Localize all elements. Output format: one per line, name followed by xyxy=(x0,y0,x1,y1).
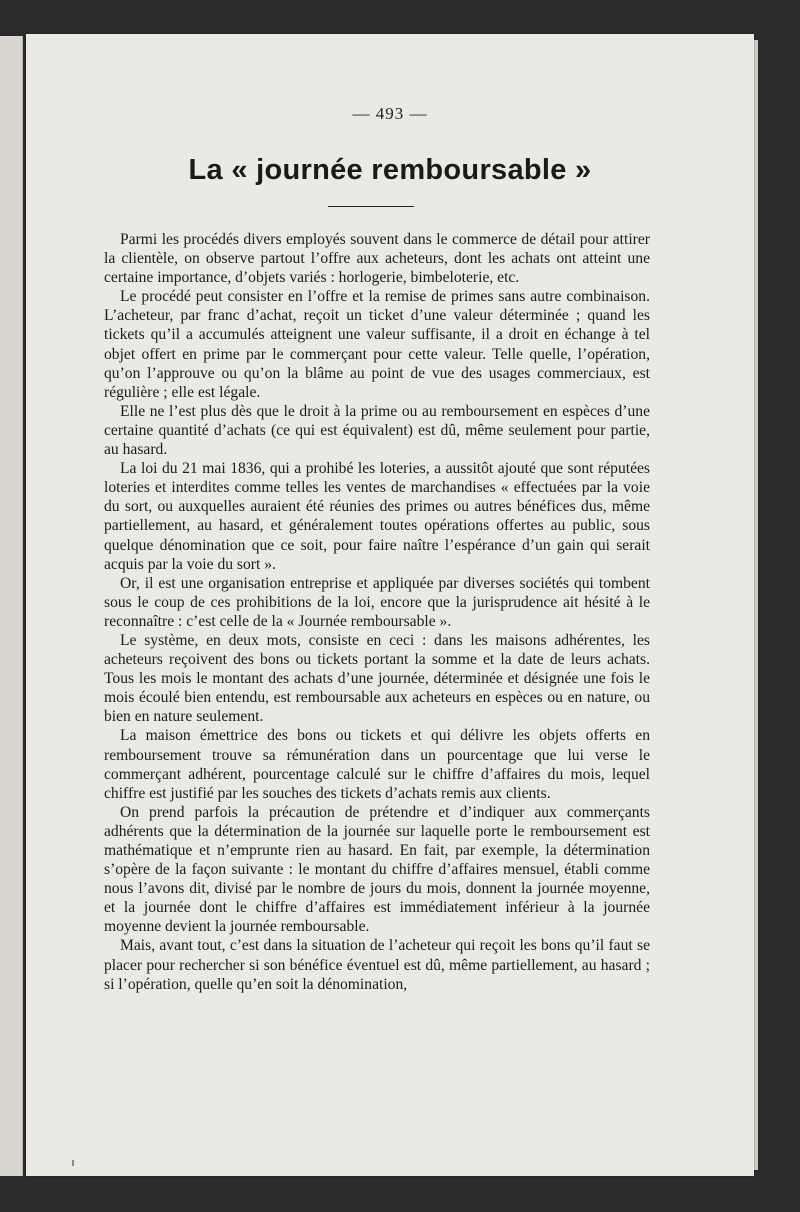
article-body xyxy=(104,230,650,994)
paragraph: On prend parfois la précaution de prétendre et d’indiquer aux commerçants adhérents que la détermination de la journée sur laquelle porte le remboursement est mathématique et n’emprunte rien au hasard. En fait, par exemple, la détermination s’opère de la façon suivante : le montant du chiffre d’affaires mensuel, établi comme nous l’avons dit, divisé par le nombre de jours du mois, donnent la journée moyenne, et la journée dont le chiffre d’affaires est immédiatement inférieur à la journée moyenne devient la journée remboursable. xyxy=(104,803,650,936)
paragraph: Le procédé peut consister en l’offre et la remise de primes sans autre combinaison. L’acheteur, par franc d’achat, reçoit un ticket d’une valeur déterminée ; quand les tickets qu’il a accumulés atteignent une valeur suffisante, il a droit en échange à tel objet offert en prime par le commerçant pour cette valeur. Telle quelle, l’opération, qu’on l’approuve ou qu’on la blâme au point de vue des usages commerciaux, est régulière ; elle est légale. xyxy=(104,288,650,401)
page-title: La « journée remboursable » xyxy=(188,154,592,186)
title-divider xyxy=(328,206,414,207)
paragraph: Or, il est une organisation entreprise et appliquée par diverses sociétés qui tombent sous le coup de ces prohibitions de la loi, encore que la jurisprudence ait hésité à le reconnaître : c’est celle de la « Journée remboursable ». xyxy=(104,574,650,630)
paragraph: La loi du 21 mai 1836, qui a prohibé les loteries, a aussitôt ajouté que sont réputées loteries et interdites comme telles les ventes de marchandises « effectuées par la voie du sort, ou auxquelles auraient été réunies des primes ou autres bénéfices dus, même partiellement, au hasard, et généralement toutes opérations offertes au public, sous quelque dénomination que ce soit, pour faire naître l’espérance d’un gain qui serait acquis par la voie du sort ». xyxy=(104,460,650,573)
page-number: — 493 — xyxy=(352,104,428,123)
facing-page-edge xyxy=(0,36,23,1176)
paragraph: Mais, avant tout, c’est dans la situation de l’acheteur qui reçoit les bons qu’il faut se placer pour rechercher si son bénéfice éventuel est dû, même partiellement, au hasard ; si l’opération, quelle qu’en soit la dénomination, xyxy=(104,937,650,993)
paragraph: La maison émettrice des bons ou tickets et qui délivre les objets offerts en remboursement trouve sa rémunération dans un pourcentage que lui verse le commerçant adhérent, pourcentage calculé sur le chiffre d’affaires du mois, lequel chiffre est justifié par les souches des tickets d’achats remis aux clients. xyxy=(104,727,650,802)
document-page xyxy=(26,34,754,1176)
paragraph: Parmi les procédés divers employés souvent dans le commerce de détail pour attirer la clientèle, on observe partout l’offre aux acheteurs, dont les achats ont atteint une certaine importance, d’objets variés : horlogerie, bimbeloterie, etc. xyxy=(104,231,650,287)
paragraph: Elle ne l’est plus dès que le droit à la prime ou au remboursement en espèces d’une certaine quantité d’achats (ce qui est équivalent) est dû, même seulement pour partie, au hasard. xyxy=(104,402,650,459)
margin-mark xyxy=(72,1160,74,1166)
paragraph: Le système, en deux mots, consiste en ceci : dans les maisons adhérentes, les acheteurs reçoivent des bons ou tickets portant la somme et la date de leurs achats. Tous les mois le montant des achats d’une journée, déterminée et désignée une fois le mois écoulé bien entendu, est remboursable aux acheteurs en espèces ou en nature, ou bien en nature seulement. xyxy=(104,631,650,726)
